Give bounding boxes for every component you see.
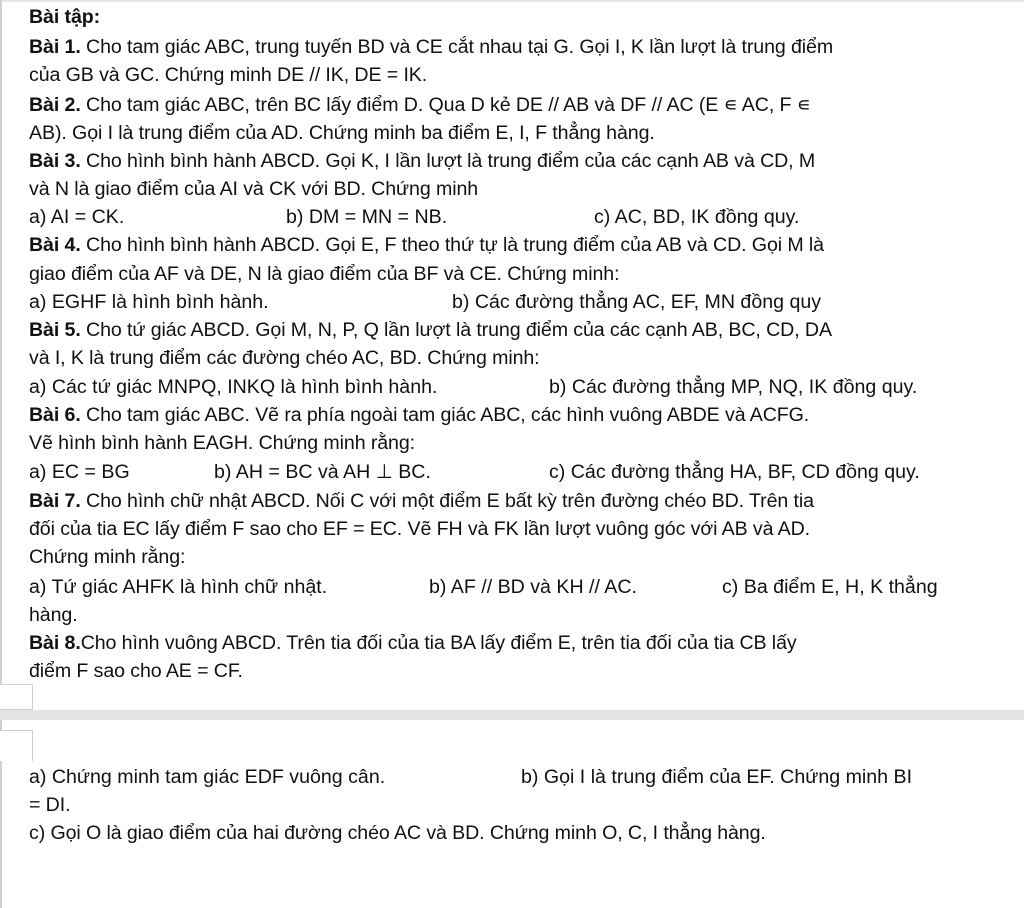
exercise-3-part-b: b) DM = MN = NB. bbox=[286, 206, 448, 228]
exercise-7-heading: Bài 7. bbox=[29, 490, 81, 512]
exercise-8-heading: Bài 8. bbox=[29, 632, 81, 654]
exercise-1-heading: Bài 1. bbox=[29, 36, 81, 58]
left-border bbox=[0, 0, 2, 908]
exercise-8-text-1: Cho hình vuông ABCD. Trên tia đối của tia BA lấy điểm E, trên tia đối của tia CB lấy bbox=[80, 632, 797, 654]
exercise-4-text-1: Cho hình bình hành ABCD. Gọi E, F theo thứ tự là trung điểm của AB và CD. Gọi M là bbox=[80, 234, 824, 256]
exercise-title: Bài tập: bbox=[29, 6, 101, 28]
exercise-2-text-1: Cho tam giác ABC, trên BC lấy điểm D. Qua D kẻ DE // AB và DF // AC (E ∊ AC, F ∊ bbox=[80, 94, 811, 116]
exercise-3-heading: Bài 3. bbox=[29, 150, 81, 172]
top-border bbox=[0, 0, 1024, 2]
exercise-8-part-b-continued: = DI. bbox=[29, 794, 71, 816]
page-corner-box bbox=[0, 684, 33, 710]
exercise-7-part-c-continued: hàng. bbox=[29, 604, 78, 626]
exercise-2-line-2: AB). Gọi I là trung điểm của AD. Chứng minh ba điểm E, I, F thẳng hàng. bbox=[29, 122, 655, 144]
exercise-8-line-2: điểm F sao cho AE = CF. bbox=[29, 660, 243, 682]
exercise-3-text-1: Cho hình bình hành ABCD. Gọi K, I lần lượt là trung điểm của các cạnh AB và CD, M bbox=[80, 150, 816, 172]
exercise-7-line-2: đối của tia EC lấy điểm F sao cho EF = EC. Vẽ FH và FK lần lượt vuông góc với AB và AD. bbox=[29, 518, 811, 540]
exercise-7-text-1: Cho hình chữ nhật ABCD. Nối C với một điểm E bất kỳ trên đường chéo BD. Trên tia bbox=[80, 490, 814, 512]
exercise-5-text-1: Cho tứ giác ABCD. Gọi M, N, P, Q lần lượt là trung điểm của các cạnh AB, BC, CD, DA bbox=[80, 319, 832, 341]
exercise-3-line-1 bbox=[29, 148, 815, 174]
exercise-7-line-1 bbox=[29, 488, 814, 514]
exercise-4-part-b: b) Các đường thẳng AC, EF, MN đồng quy bbox=[452, 291, 822, 313]
exercise-3-line-2: và N là giao điểm của AI và CK với BD. Chứng minh bbox=[29, 178, 479, 200]
exercise-4-part-a: a) EGHF là hình bình hành. bbox=[29, 291, 269, 313]
exercise-8-part-a: a) Chứng minh tam giác EDF vuông cân. bbox=[29, 766, 386, 788]
exercise-4-line-1 bbox=[29, 232, 824, 258]
page-corner-box-2 bbox=[0, 730, 33, 761]
exercise-6-part-a: a) EC = BG bbox=[29, 461, 130, 483]
exercise-6-text-1: Cho tam giác ABC. Vẽ ra phía ngoài tam giác ABC, các hình vuông ABDE và ACFG. bbox=[80, 404, 810, 426]
exercise-1-line-2: của GB và GC. Chứng minh DE // IK, DE = IK. bbox=[29, 64, 428, 86]
exercise-6-part-c: c) Các đường thẳng HA, BF, CD đồng quy. bbox=[549, 461, 920, 483]
exercise-5-part-a: a) Các tứ giác MNPQ, INKQ là hình bình hành. bbox=[29, 376, 438, 398]
exercise-1-line-1 bbox=[29, 34, 833, 60]
exercise-1-text-1: Cho tam giác ABC, trung tuyến BD và CE cắt nhau tại G. Gọi I, K lần lượt là trung điểm bbox=[80, 36, 834, 58]
exercise-7-line-3: Chứng minh rằng: bbox=[29, 546, 186, 568]
exercise-2-heading: Bài 2. bbox=[29, 94, 81, 116]
exercise-3-part-c: c) AC, BD, IK đồng quy. bbox=[594, 206, 800, 228]
exercise-5-part-b: b) Các đường thẳng MP, NQ, IK đồng quy. bbox=[549, 376, 918, 398]
exercise-8-line-1 bbox=[29, 630, 797, 656]
exercise-8-part-b: b) Gọi I là trung điểm của EF. Chứng minh BI bbox=[521, 766, 913, 788]
exercise-5-line-2: và I, K là trung điểm các đường chéo AC, BD. Chứng minh: bbox=[29, 347, 540, 369]
exercise-6-part-b: b) AH = BC và AH ⊥ BC. bbox=[214, 461, 431, 483]
exercise-7-part-b: b) AF // BD và KH // AC. bbox=[429, 576, 637, 598]
exercise-4-line-2: giao điểm của AF và DE, N là giao điểm của BF và CE. Chứng minh: bbox=[29, 263, 620, 285]
exercise-2-line-1 bbox=[29, 92, 811, 118]
exercise-3-part-a: a) AI = CK. bbox=[29, 206, 125, 228]
exercise-7-part-a: a) Tứ giác AHFK là hình chữ nhật. bbox=[29, 576, 328, 598]
exercise-6-heading: Bài 6. bbox=[29, 404, 81, 426]
exercise-8-part-c: c) Gọi O là giao điểm của hai đường chéo AC và BD. Chứng minh O, C, I thẳng hàng. bbox=[29, 822, 766, 844]
page-break-divider bbox=[0, 710, 1024, 720]
exercise-6-line-2: Vẽ hình bình hành EAGH. Chứng minh rằng: bbox=[29, 432, 415, 454]
exercise-5-heading: Bài 5. bbox=[29, 319, 81, 341]
exercise-7-part-c: c) Ba điểm E, H, K thẳng bbox=[722, 576, 938, 598]
exercise-5-line-1 bbox=[29, 317, 832, 343]
exercise-6-line-1 bbox=[29, 402, 809, 428]
exercise-4-heading: Bài 4. bbox=[29, 234, 81, 256]
